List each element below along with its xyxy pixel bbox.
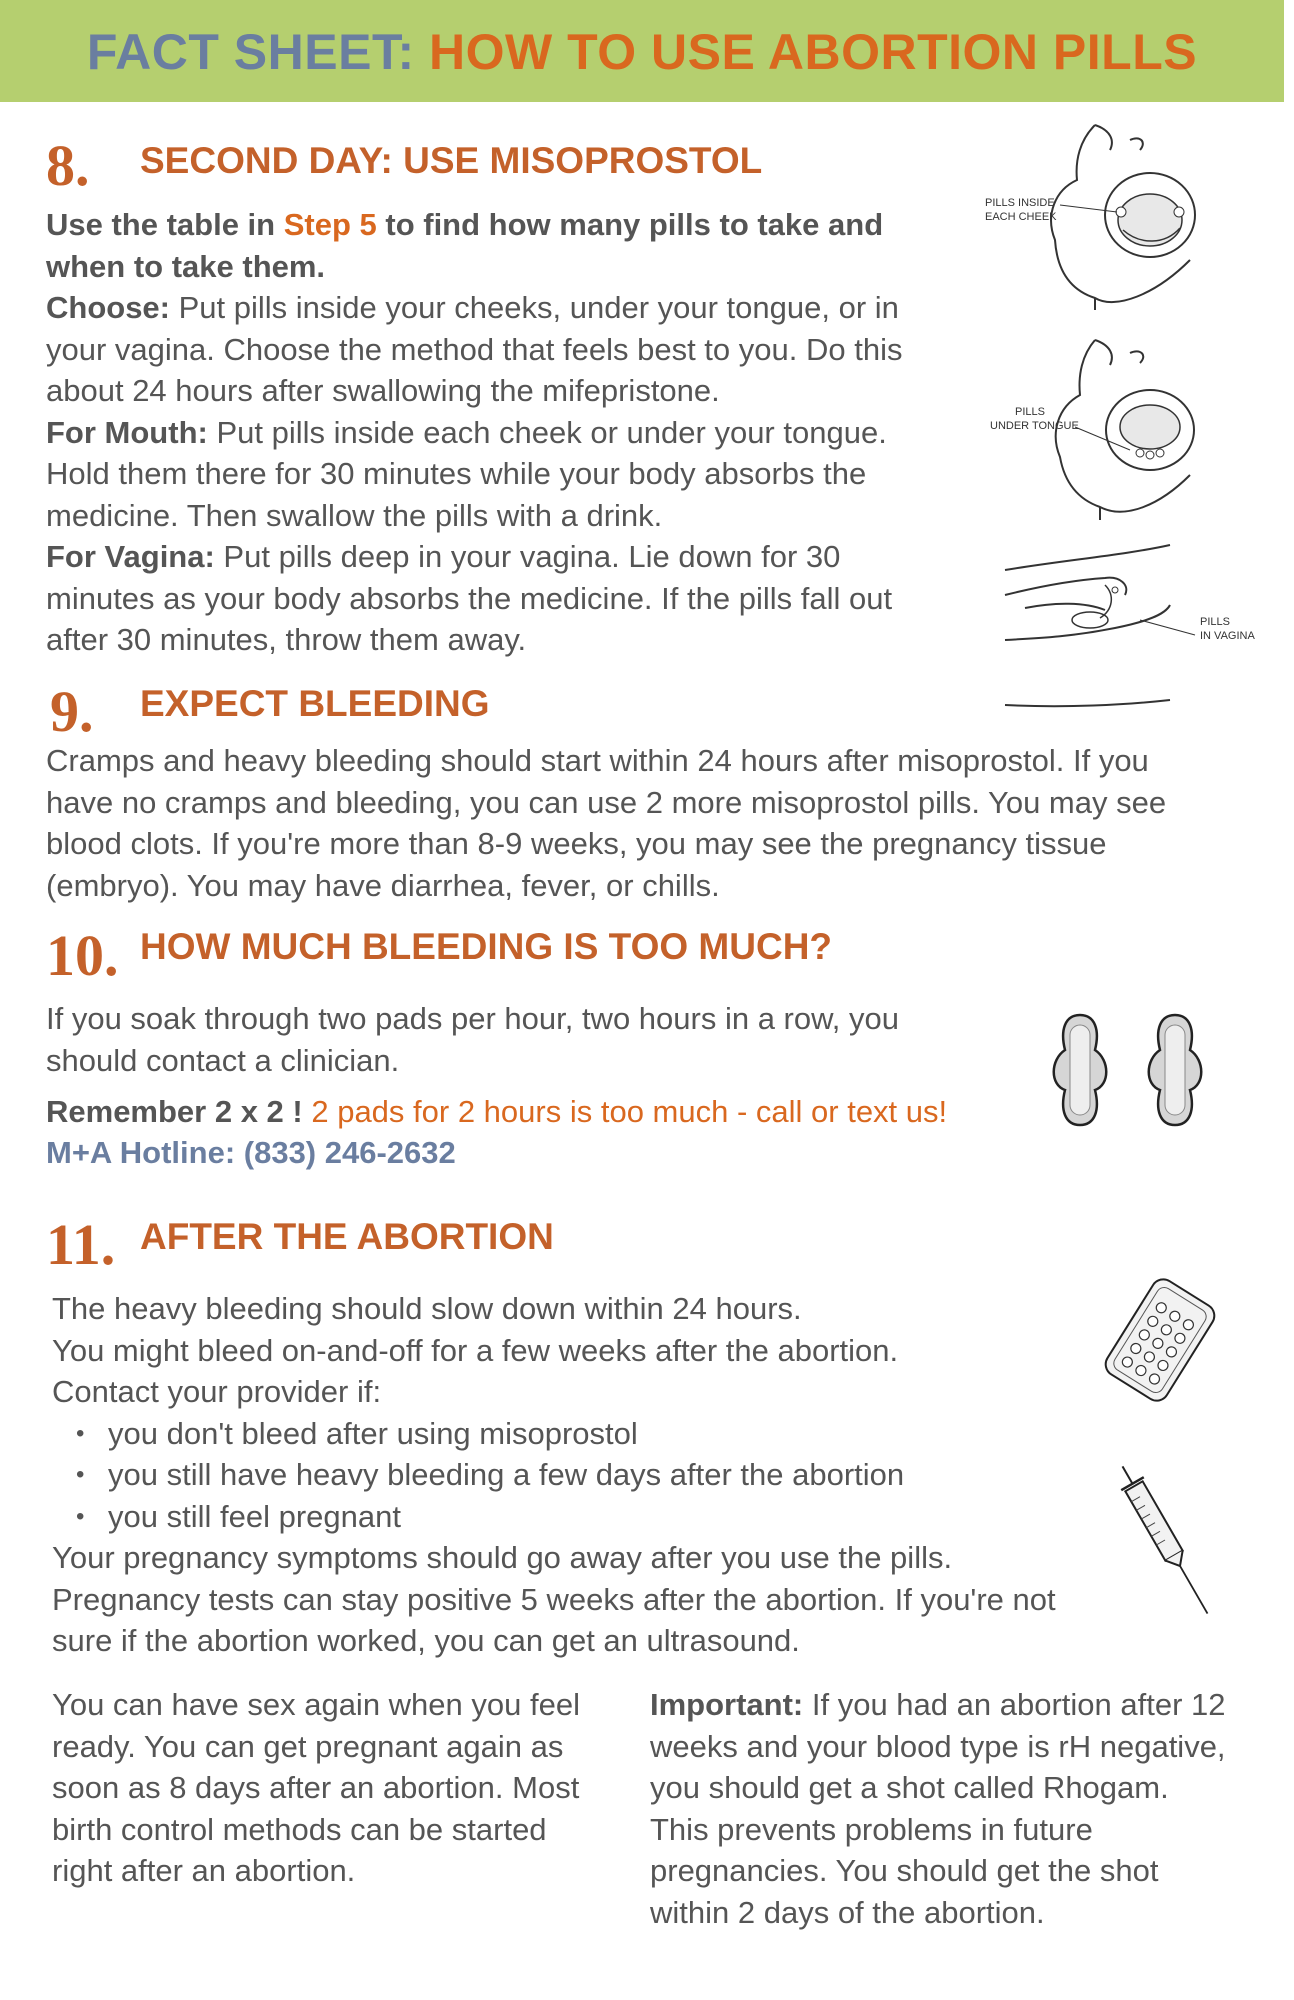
header-title: HOW TO USE ABORTION PILLS (429, 24, 1198, 80)
after-line-4: Your pregnancy symptoms should go away after you use the pills. (52, 1540, 953, 1575)
list-item: • you don't bleed after using misoprostol (108, 1413, 1132, 1455)
header-prefix: FACT SHEET: (86, 24, 415, 80)
after-line-1: The heavy bleeding should slow down within 24 hours. (52, 1291, 802, 1326)
section-11-number: 11. (46, 1212, 116, 1277)
section-8-title: SECOND DAY: USE MISOPROSTOL (140, 140, 763, 181)
after-line-3: Contact your provider if: (52, 1374, 382, 1409)
section-11-body (52, 1288, 1132, 1662)
section-9-text: Cramps and heavy bleeding should start within 24 hours after misoprostol. If you have no cramps and bleeding, you can use 2 more misoprostol pills. You may see blood clots. If you're more than 8-9 weeks, you may see the pregnancy tissue (embryo). You may have diarrhea, fever, or chills. (46, 743, 1167, 903)
hotline: M+A Hotline: (833) 246-2632 (46, 1135, 456, 1170)
remember-bold: Remember 2 x 2 ! (46, 1094, 303, 1129)
remember-line (46, 1091, 1066, 1133)
step-5-reference: Step 5 (283, 207, 377, 242)
important-paragraph (650, 1684, 1230, 1933)
list-item: • you still have heavy bleeding a few days after the abortion (108, 1454, 1132, 1496)
important-label: Important: (650, 1687, 804, 1722)
list-item: • you still feel pregnant (108, 1496, 1132, 1538)
cheek-label-1: PILLS INSIDE (985, 197, 1055, 209)
cheek-label-2: EACH CHEEK (985, 211, 1057, 223)
vagina-pills-illustration (1005, 540, 1275, 720)
tongue-label-2: UNDER TONGUE (990, 420, 1079, 432)
contact-provider-list (52, 1413, 1132, 1538)
section-8-number: 8. (46, 133, 90, 198)
pill-pack-illustration (1090, 1270, 1230, 1410)
mouth-paragraph: For Mouth: Put pills inside each cheek or under your tongue. Hold them there for 30 minutes while your body absorbs the medicine. Then swallow the pills with a drink. (46, 414, 887, 533)
choose-paragraph: Choose: Put pills inside your cheeks, under your tongue, or in your vagina. Choose the method that feels best to you. Do this about 24 hours after swallowing the mifepristone. (46, 290, 903, 408)
section-11-title: AFTER THE ABORTION (140, 1216, 554, 1257)
pad-icon (1054, 1015, 1107, 1125)
section-10-title: HOW MUCH BLEEDING IS TOO MUCH? (140, 926, 833, 967)
after-line-5: Pregnancy tests can stay positive 5 weeks after the abortion. If you're not sure if the abortion worked, you can get an ultrasound. (52, 1581, 1056, 1658)
pad-icon (1149, 1015, 1202, 1125)
tongue-pills-illustration (990, 335, 1230, 525)
sex-again-paragraph: You can have sex again when you feel ready. You can get pregnant again as soon as 8 days after an abortion. Most birth control methods can be started right after an abortion. (52, 1687, 580, 1888)
pads-illustration (1050, 1010, 1210, 1130)
page-header (0, 0, 1284, 102)
section-8-intro: Use the table in Step 5 to find how many pills to take and when to take them. (46, 207, 884, 284)
after-line-2: You might bleed on-and-off for a few weeks after the abortion. (52, 1332, 899, 1368)
vagina-paragraph: For Vagina: Put pills deep in your vagina. Lie down for 30 minutes as your body absorbs the medicine. If the pills fall out after 30 minutes, throw them away. (46, 539, 893, 657)
tongue-label-1: PILLS (1015, 406, 1045, 418)
section-10-number: 10. (46, 923, 119, 988)
section-9-title: EXPECT BLEEDING (140, 683, 490, 724)
remember-text: 2 pads for 2 hours is too much - call or text us! (302, 1094, 948, 1129)
cheek-pills-illustration (985, 120, 1225, 320)
syringe-illustration (1110, 1450, 1220, 1630)
important-text: If you had an abortion after 12 weeks and your blood type is rH negative, you should get a shot called Rhogam. This prevents problems in future pregnancies. You should get the shot within 2 days of the abortion. (650, 1687, 1226, 1930)
vagina-label-1: PILLS (1200, 616, 1230, 628)
section-9-number: 9. (50, 679, 94, 744)
section-8-body (46, 204, 946, 661)
section-10-text: If you soak through two pads per hour, two hours in a row, you should contact a clinician. (46, 1001, 899, 1078)
vagina-label-2: IN VAGINA (1200, 630, 1255, 642)
